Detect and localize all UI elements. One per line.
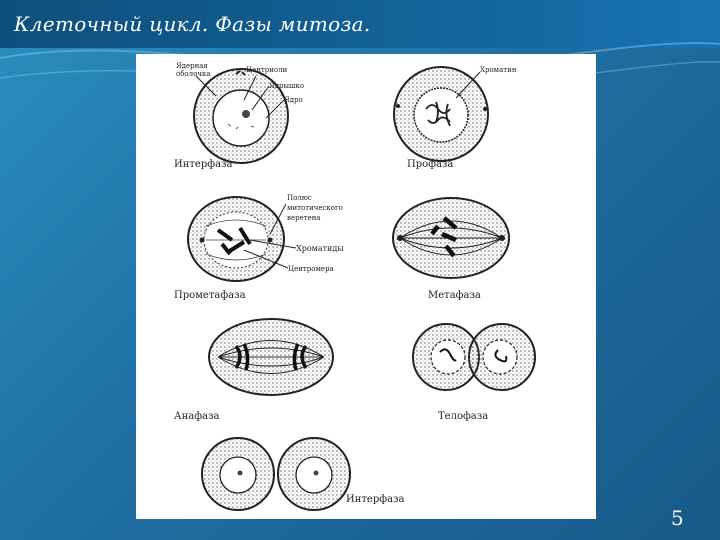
prophase-cell	[394, 67, 488, 161]
label-centromere: Центромера	[288, 265, 334, 273]
label-anaphase: Анафаза	[174, 411, 220, 422]
label-nucleolus: Ядрышко	[269, 82, 305, 90]
label-spindle-1: Полюс	[287, 194, 312, 202]
label-nuclear-envelope-2: оболочка	[176, 70, 211, 78]
label-nuclear-envelope-1: Ядерная	[176, 62, 208, 70]
label-interphase-final: Интерфаза	[346, 494, 405, 505]
mitosis-diagram-svg	[136, 54, 596, 519]
slide-number: 5	[671, 506, 684, 530]
label-telophase: Телофаза	[438, 411, 489, 422]
label-prophase: Профаза	[407, 159, 454, 170]
label-centriole: Центриоли	[246, 66, 288, 74]
label-metaphase: Метафаза	[428, 290, 481, 301]
label-chromatids: Хроматиды	[296, 244, 344, 253]
label-prometaphase: Прометафаза	[174, 290, 246, 301]
prometaphase-cell	[188, 197, 284, 281]
anaphase-cell	[209, 319, 333, 395]
metaphase-cell	[393, 198, 509, 278]
label-chromatin: Хроматин	[480, 66, 517, 74]
label-spindle-3: веретена	[287, 214, 321, 222]
slide-title: Клеточный цикл. Фазы митоза.	[14, 12, 371, 36]
interphase-daughter-cells	[202, 438, 350, 510]
label-spindle-2: митотического	[287, 204, 343, 212]
mitosis-diagram	[136, 54, 596, 519]
label-nucleus: Ядро	[284, 96, 303, 104]
label-interphase: Интерфаза	[174, 159, 233, 170]
